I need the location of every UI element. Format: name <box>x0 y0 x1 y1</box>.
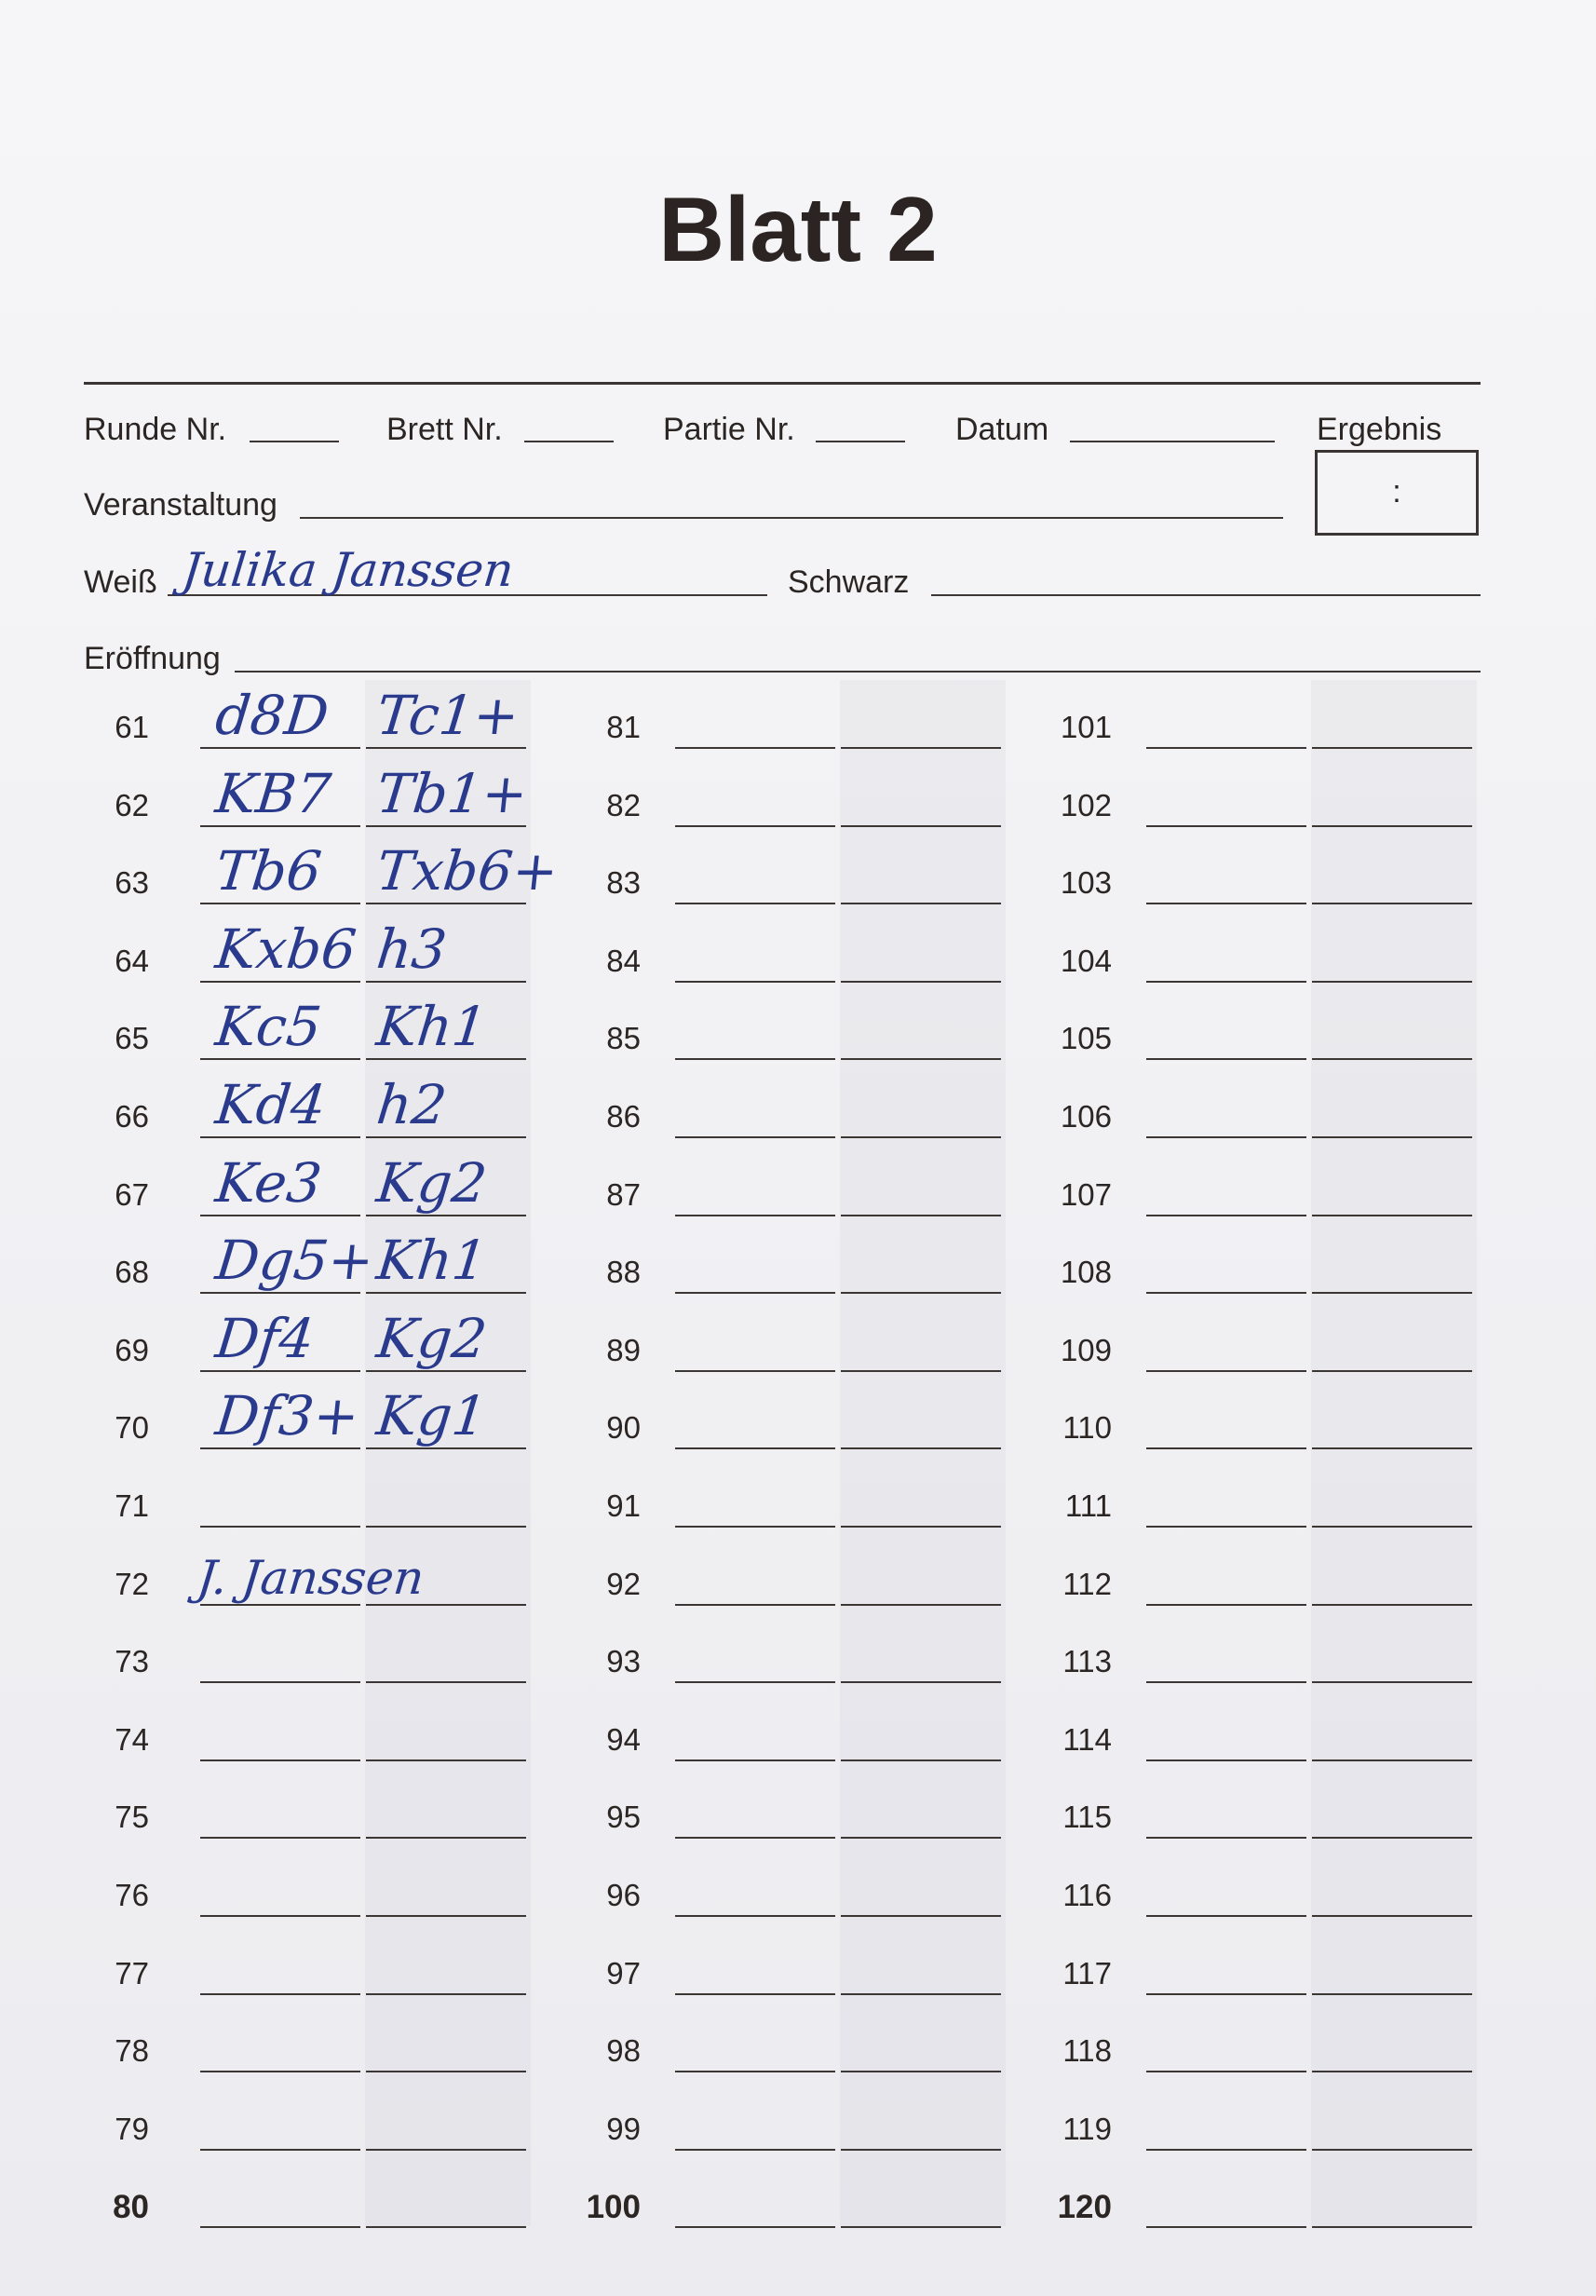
black-move-field[interactable] <box>366 1136 526 1138</box>
black-move-field[interactable] <box>1312 1136 1472 1138</box>
move-number: 68 <box>115 1255 149 1290</box>
black-move-field[interactable] <box>1312 1681 1472 1683</box>
white-move-field[interactable] <box>1146 1837 1306 1839</box>
black-move-field[interactable] <box>1312 1526 1472 1528</box>
black-move-field[interactable] <box>366 1526 526 1528</box>
white-move-field[interactable] <box>200 903 360 904</box>
move-number: 63 <box>115 865 149 901</box>
move-number: 109 <box>1060 1332 1112 1367</box>
black-move: Kh1 <box>373 995 491 1059</box>
black-move-field[interactable] <box>841 1915 1001 1917</box>
move-number: 101 <box>1060 710 1112 744</box>
brett-field[interactable] <box>524 441 614 442</box>
black-move: Kh1 <box>373 1229 491 1293</box>
move-number: 107 <box>1060 1176 1112 1212</box>
white-move-field[interactable] <box>675 1447 835 1449</box>
move-number: 81 <box>606 710 641 744</box>
move-number: 72 <box>115 1566 149 1601</box>
black-move: Kg2 <box>373 1306 490 1370</box>
black-move-field[interactable] <box>1312 1604 1472 1606</box>
white-move: Df4 <box>212 1306 318 1370</box>
move-number: 113 <box>1062 1644 1112 1679</box>
black-move-field[interactable] <box>841 747 1001 749</box>
black-move-field[interactable] <box>1312 1292 1472 1294</box>
black-move-field[interactable] <box>1312 2226 1472 2228</box>
black-move-field[interactable] <box>366 1447 526 1449</box>
black-move-field[interactable] <box>1312 2071 1472 2072</box>
weiss-label: Weiß <box>84 564 157 600</box>
black-move-field[interactable] <box>1312 903 1472 904</box>
black-move-field[interactable] <box>366 903 526 904</box>
black-move-field[interactable] <box>1312 1915 1472 1917</box>
move-number: 70 <box>115 1410 149 1446</box>
black-move-field[interactable] <box>841 1759 1001 1761</box>
black-move-field[interactable] <box>366 1292 526 1294</box>
white-move-field[interactable] <box>675 1215 835 1216</box>
black-move-field[interactable] <box>841 1370 1001 1372</box>
black-move-field[interactable] <box>366 1681 526 1683</box>
move-number: 119 <box>1062 2111 1112 2146</box>
black-move: Tb1+ <box>373 761 531 825</box>
partie-field[interactable] <box>816 441 905 442</box>
signature: J. Janssen <box>194 1551 427 1605</box>
white-move-field[interactable] <box>675 981 835 983</box>
white-move-field[interactable] <box>675 1604 835 1606</box>
veranstaltung-label: Veranstaltung <box>84 487 277 523</box>
move-number: 71 <box>115 1488 149 1523</box>
black-move-field[interactable] <box>841 1837 1001 1839</box>
black-move-field[interactable] <box>841 1604 1001 1606</box>
white-move-field[interactable] <box>675 1993 835 1995</box>
black-move-field[interactable] <box>366 2149 526 2151</box>
move-number: 80 <box>113 2189 149 2226</box>
black-move: Kg1 <box>373 1384 490 1448</box>
black-move-field[interactable] <box>841 1136 1001 1138</box>
move-number: 106 <box>1060 1099 1112 1134</box>
black-move-field[interactable] <box>841 981 1001 983</box>
white-move: Ke3 <box>212 1150 325 1215</box>
black-move-field[interactable] <box>1312 2149 1472 2151</box>
move-number: 62 <box>115 787 149 822</box>
white-move-field[interactable] <box>200 1447 360 1449</box>
white-move-field[interactable] <box>1146 1604 1306 1606</box>
white-move-field[interactable] <box>675 2071 835 2072</box>
schwarz-field[interactable] <box>931 594 1481 596</box>
white-move-field[interactable] <box>200 1915 360 1917</box>
white-move-field[interactable] <box>200 2071 360 2072</box>
move-number: 85 <box>606 1021 641 1056</box>
runde-field[interactable] <box>250 441 339 442</box>
white-move-field[interactable] <box>675 2226 835 2228</box>
white-move-field[interactable] <box>1146 1447 1306 1449</box>
white-move-field[interactable] <box>1146 1215 1306 1216</box>
black-move: Tc1+ <box>373 684 522 747</box>
white-move-field[interactable] <box>1146 1136 1306 1138</box>
white-move-field[interactable] <box>1146 2149 1306 2151</box>
move-number: 69 <box>115 1332 149 1367</box>
white-move-field[interactable] <box>1146 825 1306 827</box>
move-number: 73 <box>115 1644 149 1679</box>
black-move-field[interactable] <box>841 1526 1001 1528</box>
white-move-field[interactable] <box>1146 1915 1306 1917</box>
white-move-field[interactable] <box>200 2226 360 2228</box>
white-move-field[interactable] <box>200 981 360 983</box>
move-number: 76 <box>115 1878 149 1912</box>
page-title: Blatt 2 <box>658 178 938 280</box>
black-move-field[interactable] <box>1312 825 1472 827</box>
move-number: 97 <box>606 1955 641 1990</box>
move-number: 111 <box>1064 1488 1112 1523</box>
black-move-field[interactable] <box>1312 981 1472 983</box>
white-move: Dg5+ <box>212 1229 377 1293</box>
move-number: 61 <box>115 710 149 744</box>
black-move-field[interactable] <box>366 2226 526 2228</box>
move-number: 100 <box>586 2189 641 2226</box>
white-move-field[interactable] <box>675 1759 835 1761</box>
move-number: 67 <box>115 1176 149 1212</box>
move-number: 82 <box>606 787 641 822</box>
move-number: 64 <box>115 943 149 978</box>
white-move-field[interactable] <box>675 2149 835 2151</box>
white-move-field[interactable] <box>675 1837 835 1839</box>
black-move-field[interactable] <box>366 1370 526 1372</box>
move-number: 88 <box>606 1255 641 1290</box>
white-move-field[interactable] <box>1146 1759 1306 1761</box>
move-number: 114 <box>1062 1721 1112 1757</box>
move-number: 116 <box>1062 1878 1112 1912</box>
white-move-field[interactable] <box>200 1681 360 1683</box>
white-move-field[interactable] <box>200 1993 360 1995</box>
white-move-field[interactable] <box>675 1681 835 1683</box>
ergebnis-box[interactable]: : <box>1315 450 1479 536</box>
white-move-field[interactable] <box>1146 1526 1306 1528</box>
header-rule <box>84 382 1481 385</box>
black-move: h2 <box>373 1073 450 1136</box>
black-move-field[interactable] <box>841 903 1001 904</box>
white-move-field[interactable] <box>675 1058 835 1060</box>
white-move-field[interactable] <box>675 825 835 827</box>
white-move: Df3+ <box>212 1384 363 1448</box>
black-move-field[interactable] <box>366 1759 526 1761</box>
eroeffnung-label: Eröffnung <box>84 641 221 676</box>
white-move-field[interactable] <box>1146 747 1306 749</box>
white-move: KB7 <box>212 761 334 825</box>
move-number: 115 <box>1062 1800 1112 1835</box>
move-number: 117 <box>1062 1955 1112 1990</box>
black-move-field[interactable] <box>1312 1759 1472 1761</box>
move-number: 78 <box>115 2033 149 2069</box>
white-move: Kxb6 <box>212 917 359 981</box>
move-number: 77 <box>115 1955 149 1990</box>
black-move-field[interactable] <box>841 1292 1001 1294</box>
white-move-field[interactable] <box>675 1136 835 1138</box>
black-move-field[interactable] <box>1312 1215 1472 1216</box>
move-number: 83 <box>606 865 641 901</box>
move-number: 105 <box>1060 1021 1112 1056</box>
white-move-field[interactable] <box>1146 1058 1306 1060</box>
black-move-field[interactable] <box>366 981 526 983</box>
black-move-field[interactable] <box>1312 1058 1472 1060</box>
white-move-field[interactable] <box>200 1759 360 1761</box>
white-move-field[interactable] <box>1146 2071 1306 2072</box>
move-number: 84 <box>606 943 641 978</box>
black-move-field[interactable] <box>1312 1370 1472 1372</box>
white-move-field[interactable] <box>1146 1681 1306 1683</box>
datum-field[interactable] <box>1070 441 1275 442</box>
white-move-field[interactable] <box>200 2149 360 2151</box>
white-move-field[interactable] <box>675 747 835 749</box>
white-move-field[interactable] <box>1146 981 1306 983</box>
move-number: 110 <box>1062 1410 1112 1446</box>
runde-label: Runde Nr. <box>84 412 227 447</box>
eroeffnung-field[interactable] <box>235 671 1481 672</box>
black-move-field[interactable] <box>841 2226 1001 2228</box>
white-move-field[interactable] <box>200 1292 360 1294</box>
veranstaltung-field[interactable] <box>300 517 1283 519</box>
black-move-field[interactable] <box>841 1681 1001 1683</box>
white-move-field[interactable] <box>1146 1292 1306 1294</box>
move-number: 94 <box>606 1721 641 1757</box>
black-move: h3 <box>373 917 450 981</box>
black-move-field[interactable] <box>841 1058 1001 1060</box>
black-move-field[interactable] <box>841 2071 1001 2072</box>
white-move-field[interactable] <box>675 903 835 904</box>
brett-label: Brett Nr. <box>386 412 503 447</box>
black-move-field[interactable] <box>841 1447 1001 1449</box>
datum-label: Datum <box>955 412 1049 447</box>
black-move-field[interactable] <box>366 1058 526 1060</box>
black-move-field[interactable] <box>366 2071 526 2072</box>
move-number: 93 <box>606 1644 641 1679</box>
move-number: 87 <box>606 1176 641 1212</box>
move-number: 118 <box>1062 2033 1112 2069</box>
move-number: 102 <box>1060 787 1112 822</box>
move-number: 98 <box>606 2033 641 2069</box>
black-move-field[interactable] <box>1312 1837 1472 1839</box>
move-number: 112 <box>1062 1566 1112 1601</box>
black-move-field[interactable] <box>841 1215 1001 1216</box>
black-move-field[interactable] <box>366 1837 526 1839</box>
move-number: 108 <box>1060 1255 1112 1290</box>
white-move: Kd4 <box>212 1073 329 1136</box>
move-number: 79 <box>115 2111 149 2146</box>
move-number: 120 <box>1057 2189 1112 2226</box>
move-number: 86 <box>606 1099 641 1134</box>
move-number: 75 <box>115 1800 149 1835</box>
white-move-field[interactable] <box>675 1292 835 1294</box>
move-number: 103 <box>1060 865 1112 901</box>
move-number: 90 <box>606 1410 641 1446</box>
black-move-field[interactable] <box>1312 1447 1472 1449</box>
move-number: 95 <box>606 1800 641 1835</box>
black-move-field[interactable] <box>1312 1993 1472 1995</box>
weiss-handwritten-name: Julika Janssen <box>179 543 517 597</box>
white-move-field[interactable] <box>675 1370 835 1372</box>
schwarz-label: Schwarz <box>788 564 910 600</box>
move-number: 92 <box>606 1566 641 1601</box>
white-move-field[interactable] <box>1146 2226 1306 2228</box>
black-move-field[interactable] <box>366 747 526 749</box>
move-number: 96 <box>606 1878 641 1912</box>
black-move-field[interactable] <box>366 1993 526 1995</box>
white-move-field[interactable] <box>675 1526 835 1528</box>
white-move-field[interactable] <box>200 1837 360 1839</box>
white-move-field[interactable] <box>200 1526 360 1528</box>
move-number: 74 <box>115 1721 149 1757</box>
white-move: Tb6 <box>212 839 325 903</box>
white-move-field[interactable] <box>675 1915 835 1917</box>
ergebnis-label: Ergebnis <box>1317 412 1442 447</box>
black-move-field[interactable] <box>841 825 1001 827</box>
white-move: Kc5 <box>212 995 325 1059</box>
black-move: Txb6+ <box>373 839 561 903</box>
black-move: Kg2 <box>373 1150 490 1215</box>
white-move: d8D <box>212 684 332 747</box>
move-number: 104 <box>1060 943 1112 978</box>
white-move-field[interactable] <box>1146 903 1306 904</box>
move-number: 89 <box>606 1332 641 1367</box>
move-number: 65 <box>115 1021 149 1056</box>
move-number: 66 <box>115 1099 149 1134</box>
partie-label: Partie Nr. <box>663 412 795 447</box>
black-move-field[interactable] <box>366 1915 526 1917</box>
black-move-field[interactable] <box>841 2149 1001 2151</box>
white-move-field[interactable] <box>200 1370 360 1372</box>
white-move-field[interactable] <box>200 747 360 749</box>
move-number: 99 <box>606 2111 641 2146</box>
black-move-field[interactable] <box>841 1993 1001 1995</box>
white-move-field[interactable] <box>1146 1993 1306 1995</box>
white-move-field[interactable] <box>1146 1370 1306 1372</box>
white-move-field[interactable] <box>200 1136 360 1138</box>
black-move-field[interactable] <box>1312 747 1472 749</box>
move-number: 91 <box>606 1488 641 1523</box>
white-move-field[interactable] <box>200 1058 360 1060</box>
